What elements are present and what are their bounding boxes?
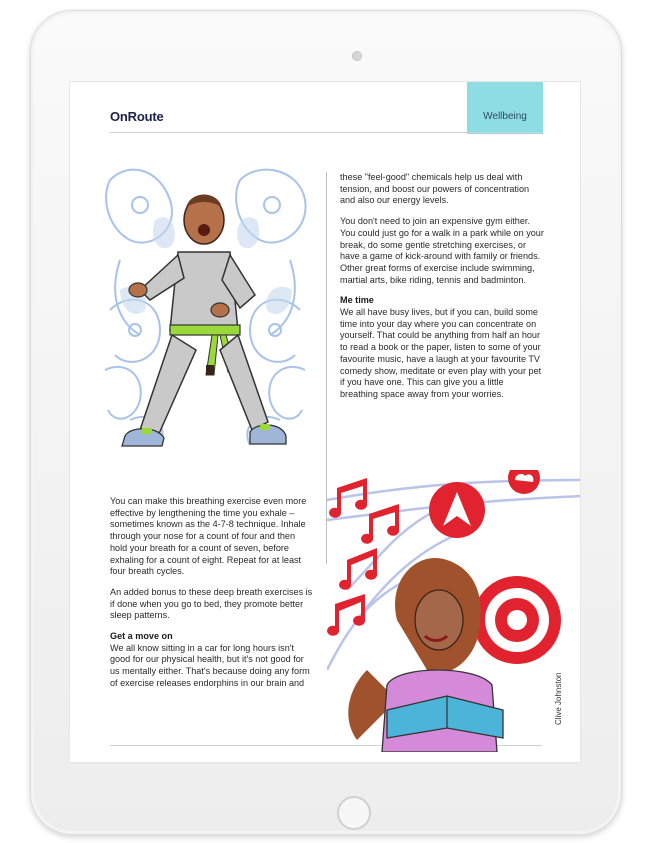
paragraph: these "feel-good" chemicals help us deal with tension, and boost our powers of concentration and also our energy levels. xyxy=(340,172,530,206)
paragraph: You don't need to join an expensive gym either. You could just go for a walk in a park while on your break, do some gentle stretching exercises, or have a game of kick-around with family or friends. Other great forms of exercise include swimming, martial arts, bike riding, tennis and badminton. xyxy=(340,216,544,285)
camera-dot xyxy=(352,51,362,61)
subheading: Get a move on xyxy=(110,631,173,642)
paragraph: We all know sitting in a car for long hours isn't good for our physical health, but it's not good for us mentally either. That's because doing any form of exercise releases endorphins in our brain and xyxy=(110,642,310,688)
right-column-text xyxy=(340,172,544,410)
left-column-text xyxy=(110,496,314,699)
music-reading-illustration xyxy=(327,470,581,752)
paragraph: You can make this breathing exercise even more effective by lengthening the time you exhale – sometimes known as the 4-7-8 technique. Inhale through your nose for a count of four and then hold your breath for a count of seven, before exhaling for a count of eight. Repeat for at least four breath cycles. xyxy=(110,496,307,577)
illustration-credit: Clive Johnston xyxy=(554,672,563,725)
karate-illustration xyxy=(100,160,312,480)
paragraph: We all have busy lives, but if you can, build some time into your day where you can concentrate on yourself. That could be anything from half an hour to read a book or the paper, listen to some of your favourite music, have a laugh at your favourite TV comedy show, meditate or even play with your pet if you have one. This can give you a little breathing space away from your worries. xyxy=(340,307,542,399)
magazine-page xyxy=(69,81,581,763)
section-tab xyxy=(467,82,543,134)
header-divider xyxy=(110,132,542,133)
home-button[interactable] xyxy=(337,796,371,830)
section-label: Wellbeing xyxy=(483,111,527,122)
brand-logo: OnRoute xyxy=(110,109,164,124)
subheading: Me time xyxy=(340,295,374,306)
paragraph: An added bonus to these deep breath exercises is if done when you go to bed, they promote better sleep patterns. xyxy=(110,586,313,621)
